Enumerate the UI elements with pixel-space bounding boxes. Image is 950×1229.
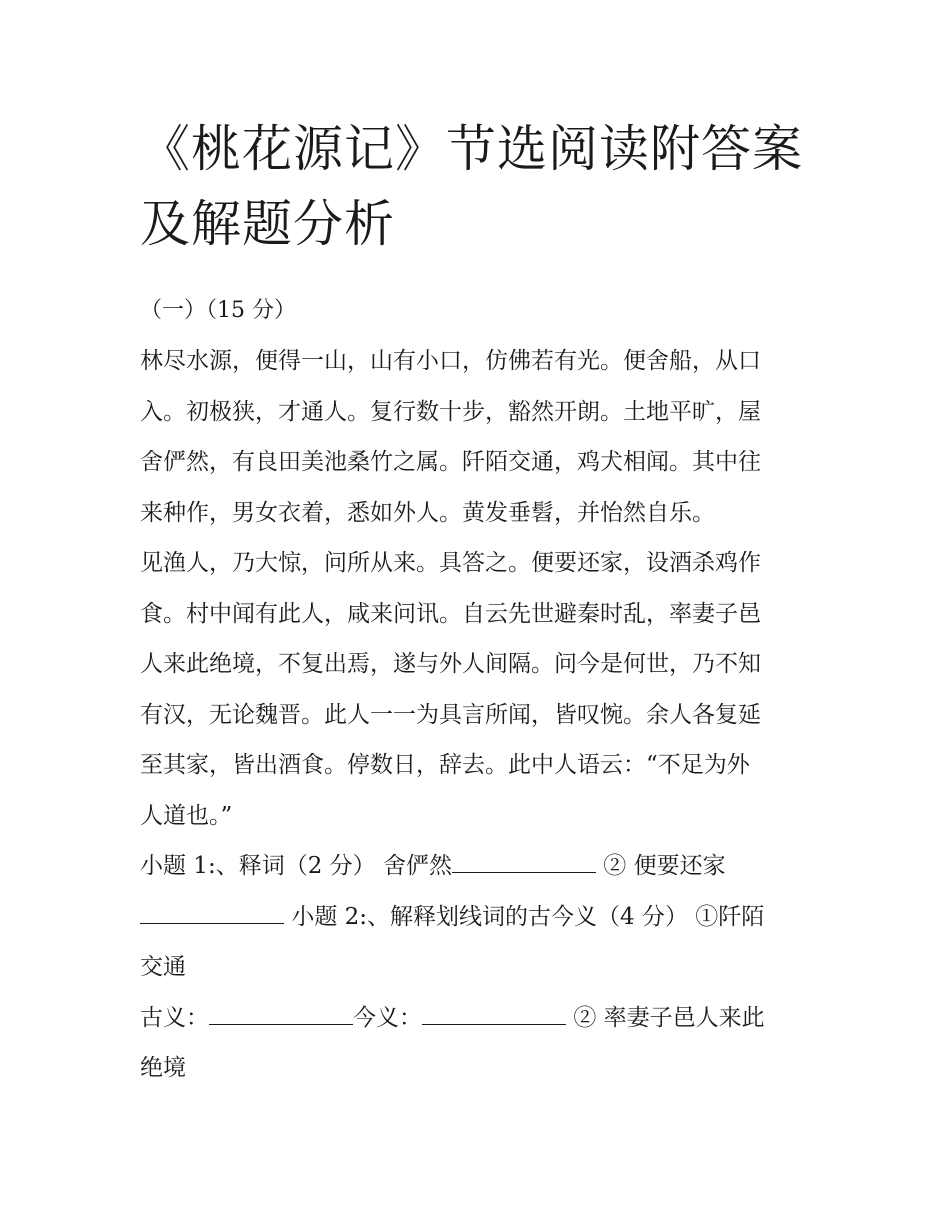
text-line: 舍俨然，有良田美池桑竹之属。阡陌交通，鸡犬相闻。其中往: [140, 449, 761, 475]
answer-blank[interactable]: [452, 850, 596, 873]
question-2-answer-line: [140, 993, 820, 1044]
document-page: [140, 112, 820, 1094]
text-line: 来种作，男女衣着，悉如外人。黄发垂髫，并怡然自乐。: [140, 499, 715, 526]
text-line: 至其家，皆出酒食。停数日，辞去。此中人语云：“不足为外: [140, 752, 750, 778]
question-2-item-2: ② 率妻子邑人来此: [573, 1004, 765, 1031]
text-line: 人来此绝境，不复出焉，遂与外人间隔。问今是何世，乃不知: [140, 651, 761, 677]
text-line: 有汉，无论魏晋。此人一一为具言所闻，皆叹惋。余人各复延: [140, 701, 761, 728]
answer-blank[interactable]: [422, 1002, 566, 1025]
question-block: [140, 841, 820, 1094]
answer-blank[interactable]: [140, 901, 284, 924]
text-line: 食。村中闻有此人，咸来问讯。自云先世避秦时乱，率妻子邑: [140, 600, 761, 627]
question-1-item-2: ② 便要还家: [603, 853, 726, 879]
passage-paragraph-2: [140, 538, 820, 841]
document-title: [140, 112, 820, 262]
question-2-text: 小题 2:、解释划线词的古今义（4 分） ①阡陌: [291, 903, 765, 930]
text-line: 林尽水源，便得一山，山有小口，仿佛若有光。便舍船，从口: [140, 348, 761, 374]
title-line-2: 及解题分析: [140, 195, 395, 253]
section-label: （一）（15 分）: [140, 298, 296, 323]
question-1-line: [140, 841, 820, 892]
ancient-meaning-label: 古义：: [140, 1004, 209, 1031]
question-2-word-cont: 交通: [140, 954, 186, 980]
question-2-line: [140, 892, 820, 943]
answer-blank[interactable]: [209, 1002, 353, 1025]
text-line: 入。初极狭，才通人。复行数十步，豁然开朗。土地平旷，屋: [140, 398, 761, 425]
text-line: 见渔人，乃大惊，问所从来。具答之。便要还家，设酒杀鸡作: [140, 550, 761, 576]
passage-paragraph-1: [140, 336, 820, 538]
question-1-prefix: 小题 1:、释词（2 分） 舍俨然: [140, 853, 452, 879]
title-line-1: 《桃花源记》节选阅读附答案: [140, 120, 803, 178]
question-2-item-2-cont: 绝境: [140, 1055, 186, 1081]
modern-meaning-label: 今义：: [353, 1004, 422, 1031]
text-line: 人道也。”: [140, 802, 233, 829]
